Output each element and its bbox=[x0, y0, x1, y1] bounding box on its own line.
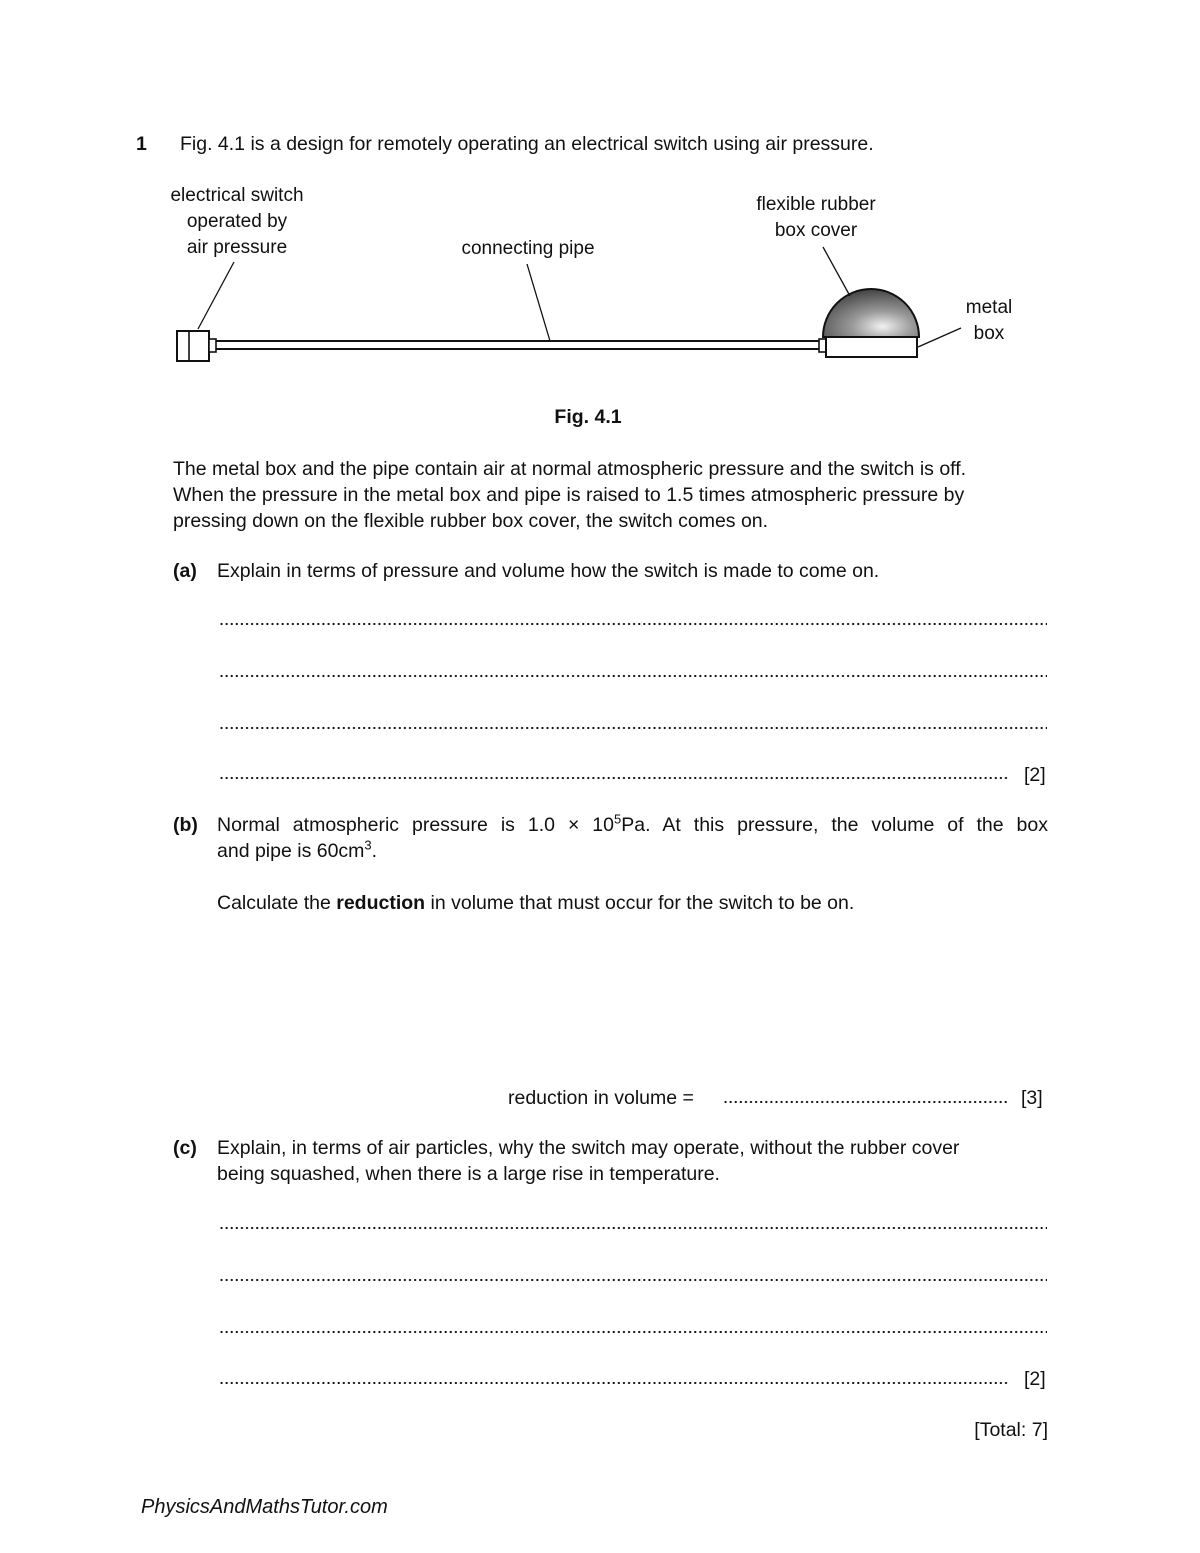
part-a-question: Explain in terms of pressure and volume how the switch is made to come on. bbox=[217, 560, 880, 582]
figure-caption: Fig. 4.1 bbox=[554, 406, 622, 428]
part-b-calculate: Calculate the reduction in volume that must occur for the switch to be on. bbox=[217, 892, 855, 914]
part-b-label: (b) bbox=[173, 814, 198, 836]
part-b-line-1: Normal atmospheric pressure is $1.0 \times 10^5Pa$. At this pressure, the volume of the box bbox=[217, 811, 1048, 836]
part-c-line-2: being squashed, when there is a large rise in temperature. bbox=[217, 1163, 720, 1185]
reduction-answer-label: reduction in volume = bbox=[508, 1087, 694, 1109]
switch-leader-line bbox=[198, 262, 234, 329]
reduction-answer-field[interactable] bbox=[723, 1098, 1007, 1106]
part-a-answer-line-2[interactable] bbox=[219, 672, 1047, 680]
part-a-marks: [2] bbox=[1024, 764, 1046, 786]
part-b-marks: [3] bbox=[1021, 1087, 1043, 1109]
part-c-answer-line-3[interactable] bbox=[219, 1328, 1047, 1336]
total-marks: [Total: 7] bbox=[974, 1419, 1048, 1441]
cover-leader-line bbox=[823, 247, 850, 296]
connecting-pipe bbox=[216, 341, 826, 349]
part-c-line-1: Explain, in terms of air particles, why the switch may operate, without the rubber cover bbox=[217, 1137, 960, 1159]
electrical-switch bbox=[177, 331, 216, 361]
switch-label: electrical switch operated by air pressure bbox=[170, 185, 304, 258]
part-c-label: (c) bbox=[173, 1137, 197, 1159]
question-intro: Fig. 4.1 is a design for remotely operating an electrical switch using air pressure. bbox=[180, 133, 874, 155]
figure-4-1 bbox=[0, 0, 1200, 400]
cover-label: flexible rubber box cover bbox=[756, 194, 876, 241]
part-a-answer-line-4[interactable] bbox=[219, 774, 1008, 782]
part-a-answer-line-3[interactable] bbox=[219, 724, 1047, 732]
rubber-dome bbox=[823, 289, 919, 337]
part-c-marks: [2] bbox=[1024, 1368, 1046, 1390]
part-c-answer-line-4[interactable] bbox=[219, 1379, 1008, 1387]
question-number: 1 bbox=[136, 133, 147, 155]
part-a-answer-line-1[interactable] bbox=[219, 620, 1047, 628]
metal-box bbox=[819, 289, 919, 357]
part-c-answer-line-1[interactable] bbox=[219, 1224, 1047, 1232]
pipe-label: connecting pipe bbox=[461, 238, 595, 259]
pipe-leader-line bbox=[527, 264, 550, 341]
part-c-answer-line-2[interactable] bbox=[219, 1276, 1047, 1284]
part-a-label: (a) bbox=[173, 560, 197, 582]
question-stem: The metal box and the pipe contain air at normal atmospheric pressure and the switch is off. When the pressure in the metal box and pipe is raised to 1.5 times atmospheric pressure by pressing down on the flexible rubber box cover, the switch comes on. bbox=[173, 458, 967, 532]
footer-site-name: PhysicsAndMathsTutor.com bbox=[141, 1496, 388, 1518]
box-label: metal box bbox=[965, 297, 1013, 344]
part-b-line-2: and pipe is $60cm^3$. bbox=[217, 837, 378, 862]
